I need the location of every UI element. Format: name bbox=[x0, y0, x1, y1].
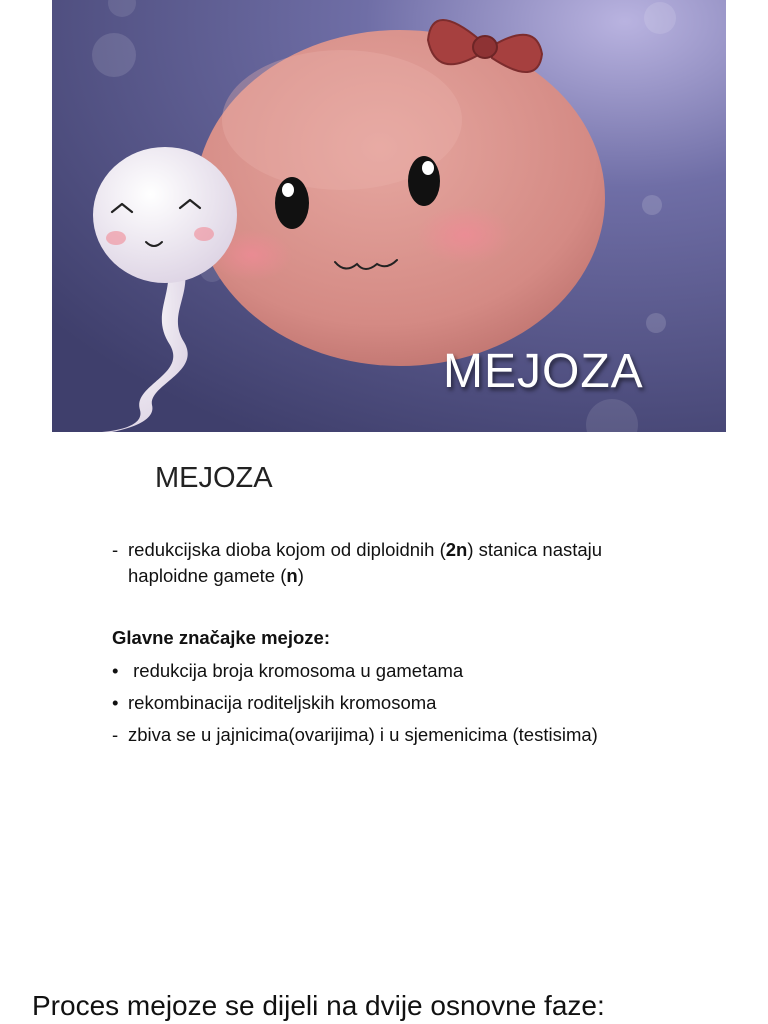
hero-title: MEJOZA bbox=[443, 345, 644, 398]
diploid-symbol: 2n bbox=[445, 539, 468, 560]
haploid-symbol: n bbox=[286, 565, 298, 586]
list-item bbox=[112, 690, 598, 722]
dash-bullet: - bbox=[112, 539, 119, 560]
bullet-mark: • bbox=[112, 660, 119, 681]
next-slide-heading: Proces mejoze se dijeli na dvije osnovne faze: bbox=[32, 990, 605, 1021]
bullet-mark: • bbox=[112, 692, 119, 713]
hero-illustration bbox=[52, 0, 726, 432]
definition bbox=[112, 537, 692, 589]
dash-mark: - bbox=[112, 724, 119, 745]
list-item bbox=[112, 658, 598, 690]
feature-text: rekombinacija roditeljskih kromosoma bbox=[128, 692, 437, 713]
feature-text: zbiva se u jajnicima(ovarijima) i u sjemenicima (testisima) bbox=[128, 724, 598, 745]
definition-line-1 bbox=[112, 537, 692, 563]
features-heading: Glavne značajke mejoze: bbox=[112, 627, 330, 648]
definition-line-2 bbox=[112, 563, 692, 589]
definition-text-1: redukcijska dioba kojom od diploidnih (2n) stanica nastaju bbox=[128, 539, 603, 560]
feature-text: redukcija broja kromosoma u gametama bbox=[128, 660, 464, 681]
slide-title: MEJOZA bbox=[155, 462, 273, 494]
features-list bbox=[112, 658, 598, 754]
definition-text-2: haploidne gamete (n) bbox=[128, 565, 304, 586]
list-item bbox=[112, 722, 598, 754]
